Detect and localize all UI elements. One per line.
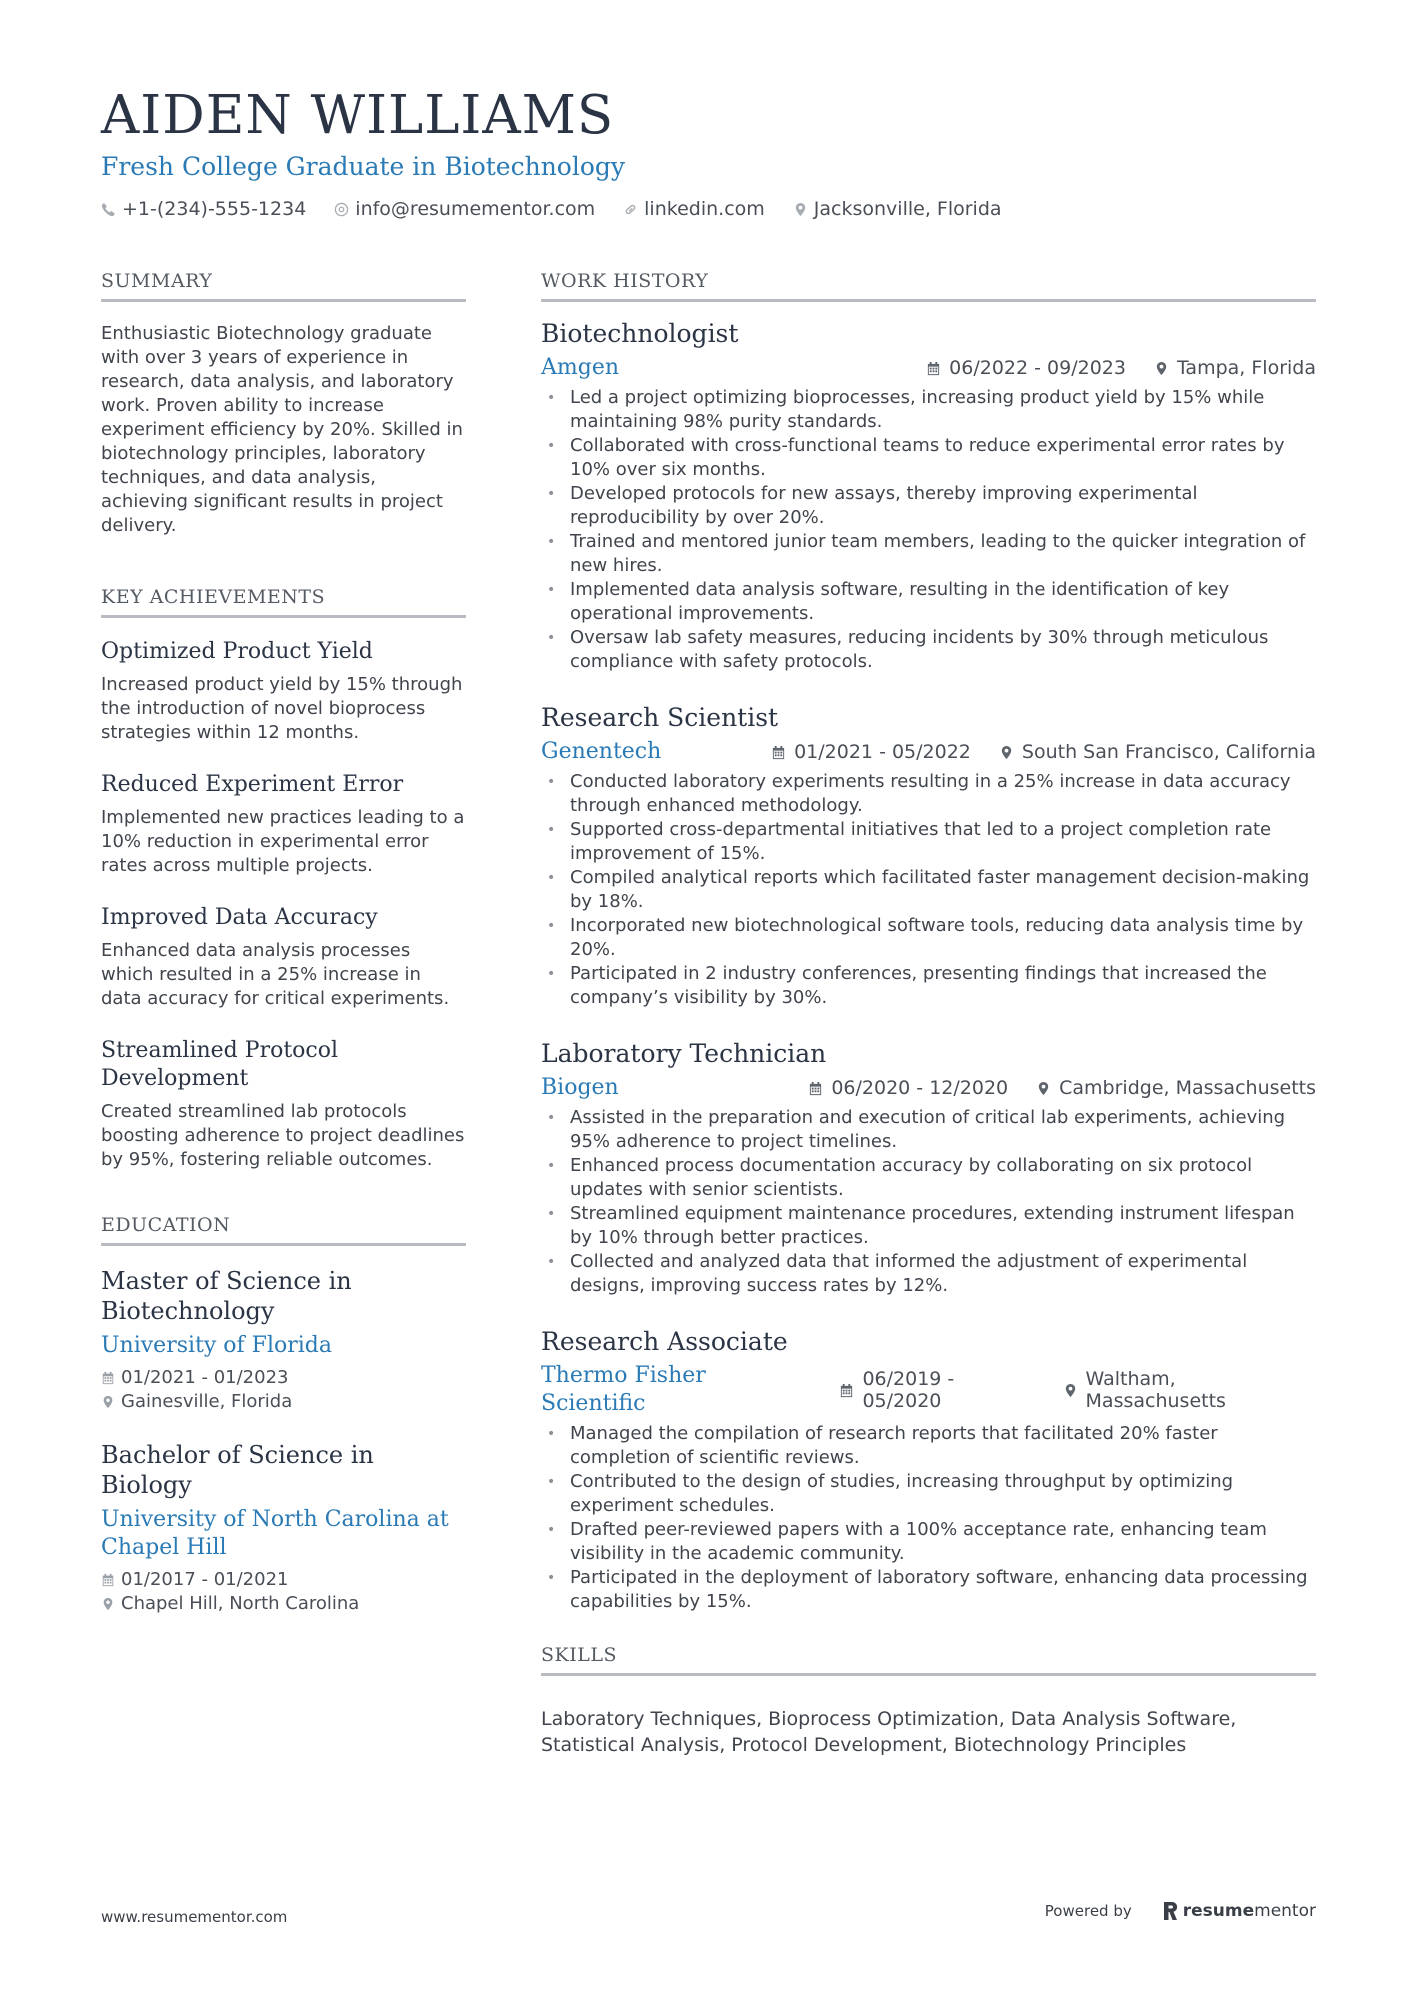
company-name: Amgen: [541, 355, 620, 380]
education-location: [101, 1592, 466, 1616]
school-name: University of Florida: [101, 1333, 332, 1358]
skills-title: SKILLS: [541, 1642, 1316, 1676]
right-column: [541, 268, 1316, 1758]
job-meta-row: [541, 354, 1316, 382]
location-text: Tampa, Florida: [1176, 357, 1316, 379]
email-text[interactable]: info@resumementor.com: [355, 198, 596, 220]
contact-linkedin[interactable]: [623, 198, 765, 220]
bullet-item: • Implemented data analysis software, resulting in the identification of key operational improvements.: [541, 578, 1316, 626]
education-section: [101, 1212, 466, 1616]
contact-phone: [101, 198, 306, 220]
job-meta: [811, 1368, 1316, 1412]
footer-website[interactable]: www.resumementor.com: [101, 1908, 288, 1926]
calendar-icon: [926, 361, 941, 376]
achievement-title: Streamlined Protocol Development: [101, 1038, 339, 1091]
brand-logo[interactable]: [1162, 1901, 1316, 1921]
job-meta: [898, 357, 1316, 379]
location-text: Cambridge, Massachusetts: [1059, 1077, 1316, 1099]
achievement-text: Created streamlined lab protocols boosting adherence to project deadlines by 95%, fostering reliable outcomes.: [101, 1101, 465, 1170]
achievements-title: KEY ACHIEVEMENTS: [101, 584, 466, 618]
job-entry: [541, 1038, 1316, 1298]
dates-text: 06/2020 - 12/2020: [831, 1077, 1009, 1099]
bullet-item: • Trained and mentored junior team members, leading to the quicker integration of new hires.: [541, 530, 1316, 578]
summary-text: Enthusiastic Biotechnology graduate with over 3 years of experience in research, data analysis, and laboratory work. Proven ability to increase experiment efficiency by 20%. Skilled in biotechnology principles, laboratory techniques, and data analysis, achieving significant results in project delivery.: [101, 323, 463, 536]
footer-brand: [1045, 1901, 1316, 1921]
dates-text: 01/2021 - 05/2022: [794, 741, 971, 763]
education-item: [101, 1266, 466, 1414]
achievement-item: [101, 904, 466, 1011]
achievement-title: Improved Data Accuracy: [101, 905, 378, 930]
location-text: South San Francisco, California: [1021, 741, 1316, 763]
bullet-item: • Compiled analytical reports which facilitated faster management decision-making by 18%.: [541, 866, 1316, 914]
bullet-item: • Participated in 2 industry conferences, presenting findings that increased the company’s visibility by 30%.: [541, 962, 1316, 1010]
bullet-item: • Streamlined equipment maintenance procedures, extending instrument lifespan by 10% through better practices.: [541, 1202, 1316, 1250]
location-text: Chapel Hill, North Carolina: [121, 1593, 360, 1614]
calendar-icon: [808, 1081, 823, 1096]
location-pin-icon: [101, 1395, 121, 1409]
left-column: [101, 268, 466, 1642]
achievement-text: Enhanced data analysis processes which resulted in a 25% increase in data accuracy for critical experiments.: [101, 940, 450, 1009]
bullet-item: • Participated in the deployment of laboratory software, enhancing data processing capabilities by 15%.: [541, 1566, 1316, 1614]
linkedin-text[interactable]: linkedin.com: [644, 198, 765, 220]
contact-email[interactable]: [334, 198, 595, 220]
bullet-item: • Assisted in the preparation and execution of critical lab experiments, achieving 95% adherence to project timelines.: [541, 1106, 1316, 1154]
job-location: [999, 741, 1316, 763]
location-text: Waltham, Massachusetts: [1085, 1368, 1226, 1412]
calendar-icon: [101, 1573, 121, 1587]
location-pin-icon: [1154, 361, 1169, 376]
company-name: Genentech: [541, 739, 662, 764]
achievement-item: [101, 638, 466, 745]
location-text: Gainesville, Florida: [121, 1391, 293, 1412]
job-meta-row: [541, 1074, 1316, 1102]
bullet-item: • Supported cross-departmental initiatives that led to a project completion rate improvement of 15%.: [541, 818, 1316, 866]
bullet-item: • Contributed to the design of studies, increasing throughput by optimizing experiment schedules.: [541, 1470, 1316, 1518]
candidate-name: AIDEN WILLIAMS: [101, 85, 615, 146]
bullet-item: • Collaborated with cross-functional teams to reduce experimental error rates by 10% over six months.: [541, 434, 1316, 482]
work-section: [541, 268, 1316, 1614]
location-text: Jacksonville, Florida: [813, 198, 1002, 220]
education-location: [101, 1390, 466, 1414]
summary-section: [101, 268, 466, 538]
job-title: Biotechnologist: [541, 319, 739, 348]
contact-location: [793, 198, 1002, 220]
calendar-icon: [771, 745, 786, 760]
work-title: WORK HISTORY: [541, 268, 1316, 302]
job-bullets: [541, 386, 1316, 674]
powered-by-text: Powered by: [1044, 1902, 1132, 1920]
job-title: Research Scientist: [541, 703, 779, 732]
company-name: Biogen: [541, 1075, 619, 1100]
job-title: Laboratory Technician: [541, 1039, 827, 1068]
education-dates: [101, 1568, 466, 1592]
achievement-text: Increased product yield by 15% through the introduction of novel bioprocess strategies within 12 months.: [101, 674, 463, 743]
job-entry: [541, 318, 1316, 674]
bullet-item: • Managed the compilation of research reports that facilitated 20% faster completion of scientific reviews.: [541, 1422, 1316, 1470]
dates-text: 01/2017 - 01/2021: [121, 1569, 289, 1590]
location-pin-icon: [101, 1597, 121, 1611]
company-name: Thermo Fisher Scientific: [541, 1363, 706, 1416]
brand-bold: resume: [1182, 1901, 1255, 1921]
education-dates: [101, 1366, 466, 1390]
candidate-headline: Fresh College Graduate in Biotechnology: [101, 152, 626, 181]
bullet-item: • Developed protocols for new assays, thereby improving experimental reproducibility by over 20%.: [541, 482, 1316, 530]
bullet-item: • Drafted peer-reviewed papers with a 100% acceptance rate, enhancing team visibility in the academic community.: [541, 1518, 1316, 1566]
calendar-icon: [101, 1371, 121, 1385]
at-icon: [334, 202, 349, 217]
bullet-item: • Collected and analyzed data that informed the adjustment of experimental designs, improving success rates by 12%.: [541, 1250, 1316, 1298]
job-bullets: [541, 1106, 1316, 1298]
job-location: [1063, 1368, 1316, 1412]
job-dates: [771, 741, 971, 763]
degree-title: Master of Science in Biotechnology: [101, 1267, 352, 1325]
job-meta: [780, 1077, 1316, 1099]
job-title: Research Associate: [541, 1327, 788, 1356]
link-icon: [623, 202, 638, 217]
degree-title: Bachelor of Science in Biology: [101, 1441, 374, 1499]
job-entry: [541, 1326, 1316, 1614]
job-meta-row: [541, 738, 1316, 766]
achievement-item: [101, 771, 466, 878]
phone-icon: [101, 202, 116, 217]
achievement-title: Reduced Experiment Error: [101, 772, 404, 797]
calendar-icon: [839, 1383, 854, 1398]
skills-text: Laboratory Techniques, Bioprocess Optimization, Data Analysis Software, Statistical Analysis, Protocol Development, Biotechnology Principles: [541, 1708, 1237, 1756]
resumementor-logo-icon: [1162, 1901, 1178, 1921]
phone-text: +1-(234)-555-1234: [122, 198, 307, 220]
bullet-item: • Incorporated new biotechnological software tools, reducing data analysis time by 20%.: [541, 914, 1316, 962]
job-meta: [743, 741, 1316, 763]
dates-text: 06/2019 - 05/2020: [862, 1368, 955, 1412]
location-pin-icon: [1063, 1383, 1078, 1398]
school-name: University of North Carolina at Chapel Hill: [101, 1507, 449, 1560]
achievement-item: [101, 1037, 466, 1172]
bullet-item: • Oversaw lab safety measures, reducing incidents by 30% through meticulous compliance with safety protocols.: [541, 626, 1316, 674]
job-bullets: [541, 1422, 1316, 1614]
skills-section: [541, 1642, 1316, 1758]
location-pin-icon: [793, 202, 808, 217]
achievements-section: [101, 584, 466, 1172]
bullet-item: • Conducted laboratory experiments resulting in a 25% increase in data accuracy through enhanced methodology.: [541, 770, 1316, 818]
job-location: [1036, 1077, 1316, 1099]
summary-title: SUMMARY: [101, 268, 466, 302]
job-dates: [839, 1368, 1034, 1412]
dates-text: 01/2021 - 01/2023: [121, 1367, 289, 1388]
dates-text: 06/2022 - 09/2023: [949, 357, 1126, 379]
location-pin-icon: [1036, 1081, 1051, 1096]
job-dates: [926, 357, 1126, 379]
job-bullets: [541, 770, 1316, 1010]
location-pin-icon: [999, 745, 1014, 760]
job-dates: [808, 1077, 1008, 1099]
job-entry: [541, 702, 1316, 1010]
contact-bar: [101, 198, 1321, 220]
resume-header: [101, 84, 1321, 220]
education-item: [101, 1440, 466, 1616]
bullet-item: • Led a project optimizing bioprocesses, increasing product yield by 15% while maintaining 98% purity standards.: [541, 386, 1316, 434]
job-meta-row: [541, 1362, 1316, 1418]
brand-light: mentor: [1254, 1901, 1316, 1921]
bullet-item: • Enhanced process documentation accuracy by collaborating on six protocol updates with senior scientists.: [541, 1154, 1316, 1202]
achievement-title: Optimized Product Yield: [101, 639, 373, 664]
job-location: [1154, 357, 1316, 379]
achievement-text: Implemented new practices leading to a 10% reduction in experimental error rates across multiple projects.: [101, 807, 465, 876]
education-title: EDUCATION: [101, 1212, 466, 1246]
